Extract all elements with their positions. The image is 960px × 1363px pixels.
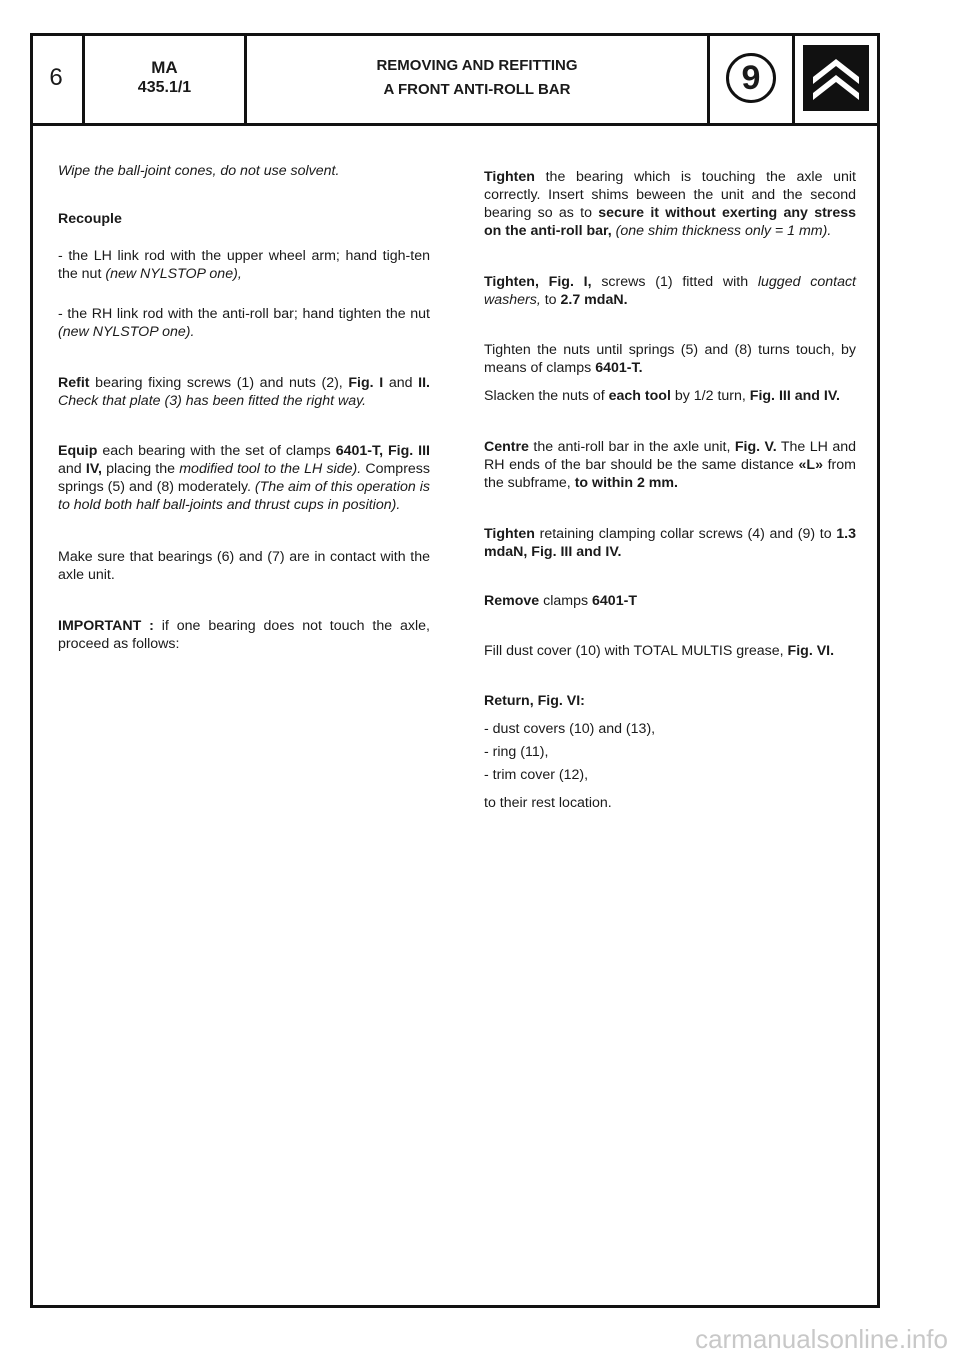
fig-ref: Fig. I bbox=[348, 375, 384, 391]
watermark: carmanualsonline.info bbox=[695, 1324, 948, 1354]
return-closing: to their rest location. bbox=[484, 795, 612, 811]
text-italic: (one shim thickness only = 1 mm). bbox=[611, 223, 832, 239]
text-bold: secure it without exerting any stress on the anti-roll bar, bbox=[484, 205, 856, 239]
step-tighten-nuts bbox=[484, 341, 856, 377]
keyword: Equip bbox=[58, 443, 98, 459]
step-equip bbox=[58, 442, 430, 514]
section-number: 9 bbox=[741, 58, 761, 97]
step-rh-link-rod bbox=[58, 305, 430, 341]
fig-ref: Fig. V. bbox=[734, 439, 777, 455]
fig-ref: IV, bbox=[85, 461, 102, 477]
text: retaining clamping collar screws (4) and (9) to bbox=[534, 526, 837, 542]
keyword: Refit bbox=[58, 375, 90, 391]
keyword: Tighten bbox=[484, 526, 535, 542]
fig-ref: Fig. III bbox=[388, 443, 431, 459]
torque-value: 1.3 mdaN, Fig. III and IV. bbox=[484, 526, 856, 560]
step-centre bbox=[484, 438, 856, 492]
fig-ref: Fig. III and IV. bbox=[749, 388, 840, 404]
step-remove bbox=[484, 592, 856, 610]
page-number: 6 bbox=[49, 64, 63, 91]
step-make-sure: Make sure that bearings (6) and (7) are in contact with the axle unit. bbox=[58, 549, 430, 583]
fig-ref: Fig. VI. bbox=[787, 643, 835, 659]
step-tighten-bearing bbox=[484, 168, 856, 240]
text-italic: modified tool to the LH side). bbox=[179, 461, 362, 477]
text: The LH and RH ends of the bar should be the same distance bbox=[484, 439, 856, 473]
reference-cell bbox=[85, 33, 247, 123]
tolerance: to within 2 mm. bbox=[574, 475, 678, 491]
text-italic: (new NYLSTOP one). bbox=[58, 324, 195, 340]
dimension-ref: «L» bbox=[798, 457, 823, 473]
title-line-2: A FRONT ANTI-ROLL BAR bbox=[383, 81, 571, 98]
left-column bbox=[58, 162, 430, 653]
heading-return: Return, Fig. VI: bbox=[484, 693, 585, 709]
text: placing the bbox=[101, 461, 180, 477]
text: by 1/2 turn, bbox=[670, 388, 750, 404]
step-tighten-collar bbox=[484, 525, 856, 561]
text: - the RH link rod with the anti-roll bar; hand tighten the nut bbox=[58, 306, 430, 322]
title-line-1: REMOVING AND REFITTING bbox=[376, 57, 578, 74]
step-tighten-screws bbox=[484, 273, 856, 309]
right-column bbox=[484, 162, 856, 812]
text: Fill dust cover (10) with TOTAL MULTIS grease, bbox=[484, 643, 788, 659]
text: clamps bbox=[539, 593, 593, 609]
return-item-trim-cover: - trim cover (12), bbox=[484, 767, 589, 783]
section-number-badge bbox=[726, 53, 776, 103]
text-italic: lugged contact washers, bbox=[484, 274, 856, 308]
text: - the LH link rod with the upper wheel arm; hand tigh-ten the nut bbox=[58, 248, 430, 282]
title-cell bbox=[247, 33, 707, 123]
step-slacken bbox=[484, 387, 856, 405]
ref-number: 435.1/1 bbox=[137, 79, 192, 96]
text: Compress springs (5) and (8) moderately. bbox=[58, 461, 430, 495]
logo-cell bbox=[795, 33, 877, 123]
text-bold: each tool bbox=[608, 388, 671, 404]
text: screws (1) fitted with bbox=[591, 274, 758, 290]
text: bearing fixing screws (1) and nuts (2), bbox=[89, 375, 349, 391]
tool-ref: 6401-T. bbox=[595, 360, 643, 376]
keyword: Remove bbox=[484, 593, 540, 609]
text: the anti-roll bar in the axle unit, bbox=[528, 439, 735, 455]
important-label: IMPORTANT : bbox=[58, 618, 154, 634]
return-item-ring: - ring (11), bbox=[484, 744, 549, 760]
text: Slacken the nuts of bbox=[484, 388, 609, 404]
keyword: Tighten, Fig. I, bbox=[484, 274, 592, 290]
text-italic: (new NYLSTOP one), bbox=[105, 266, 242, 282]
step-fill bbox=[484, 642, 856, 660]
text: the bearing which is touching the axle unit correctly. Insert shims beween the unit and the second bearing so as to bbox=[484, 169, 856, 221]
fig-ref: II. bbox=[418, 375, 430, 391]
keyword: Centre bbox=[484, 439, 529, 455]
important-note bbox=[58, 617, 430, 653]
step-refit bbox=[58, 374, 430, 410]
text: each bearing with the set of clamps bbox=[97, 443, 336, 459]
text: Tighten the nuts until springs (5) and (8) turns touch, by means of clamps bbox=[484, 342, 856, 376]
text: if one bearing does not touch the axle, proceed as follows: bbox=[58, 618, 430, 652]
text: to bbox=[540, 292, 561, 308]
tool-ref: 6401-T bbox=[592, 593, 637, 609]
return-item-dust-covers: - dust covers (10) and (13), bbox=[484, 721, 656, 737]
instruction-wipe: Wipe the ball-joint cones, do not use solvent. bbox=[58, 163, 340, 179]
text-italic: Check that plate (3) has been fitted the right way. bbox=[58, 393, 367, 409]
text: and bbox=[383, 375, 419, 391]
keyword: Tighten bbox=[484, 169, 535, 185]
text: from the subframe, bbox=[484, 457, 856, 491]
page-number-cell bbox=[30, 33, 85, 123]
text: and bbox=[58, 461, 86, 477]
citroen-logo-icon bbox=[803, 45, 869, 111]
ref-code: MA bbox=[151, 58, 178, 77]
text-italic: (The aim of this operation is to hold both half ball-joints and thrust cups in position). bbox=[58, 479, 430, 513]
page-header bbox=[30, 33, 880, 126]
step-lh-link-rod bbox=[58, 247, 430, 283]
heading-recouple: Recouple bbox=[58, 211, 122, 227]
torque-value: 2.7 mdaN. bbox=[560, 292, 628, 308]
tool-ref: 6401-T, bbox=[335, 443, 384, 459]
section-cell bbox=[707, 33, 795, 123]
